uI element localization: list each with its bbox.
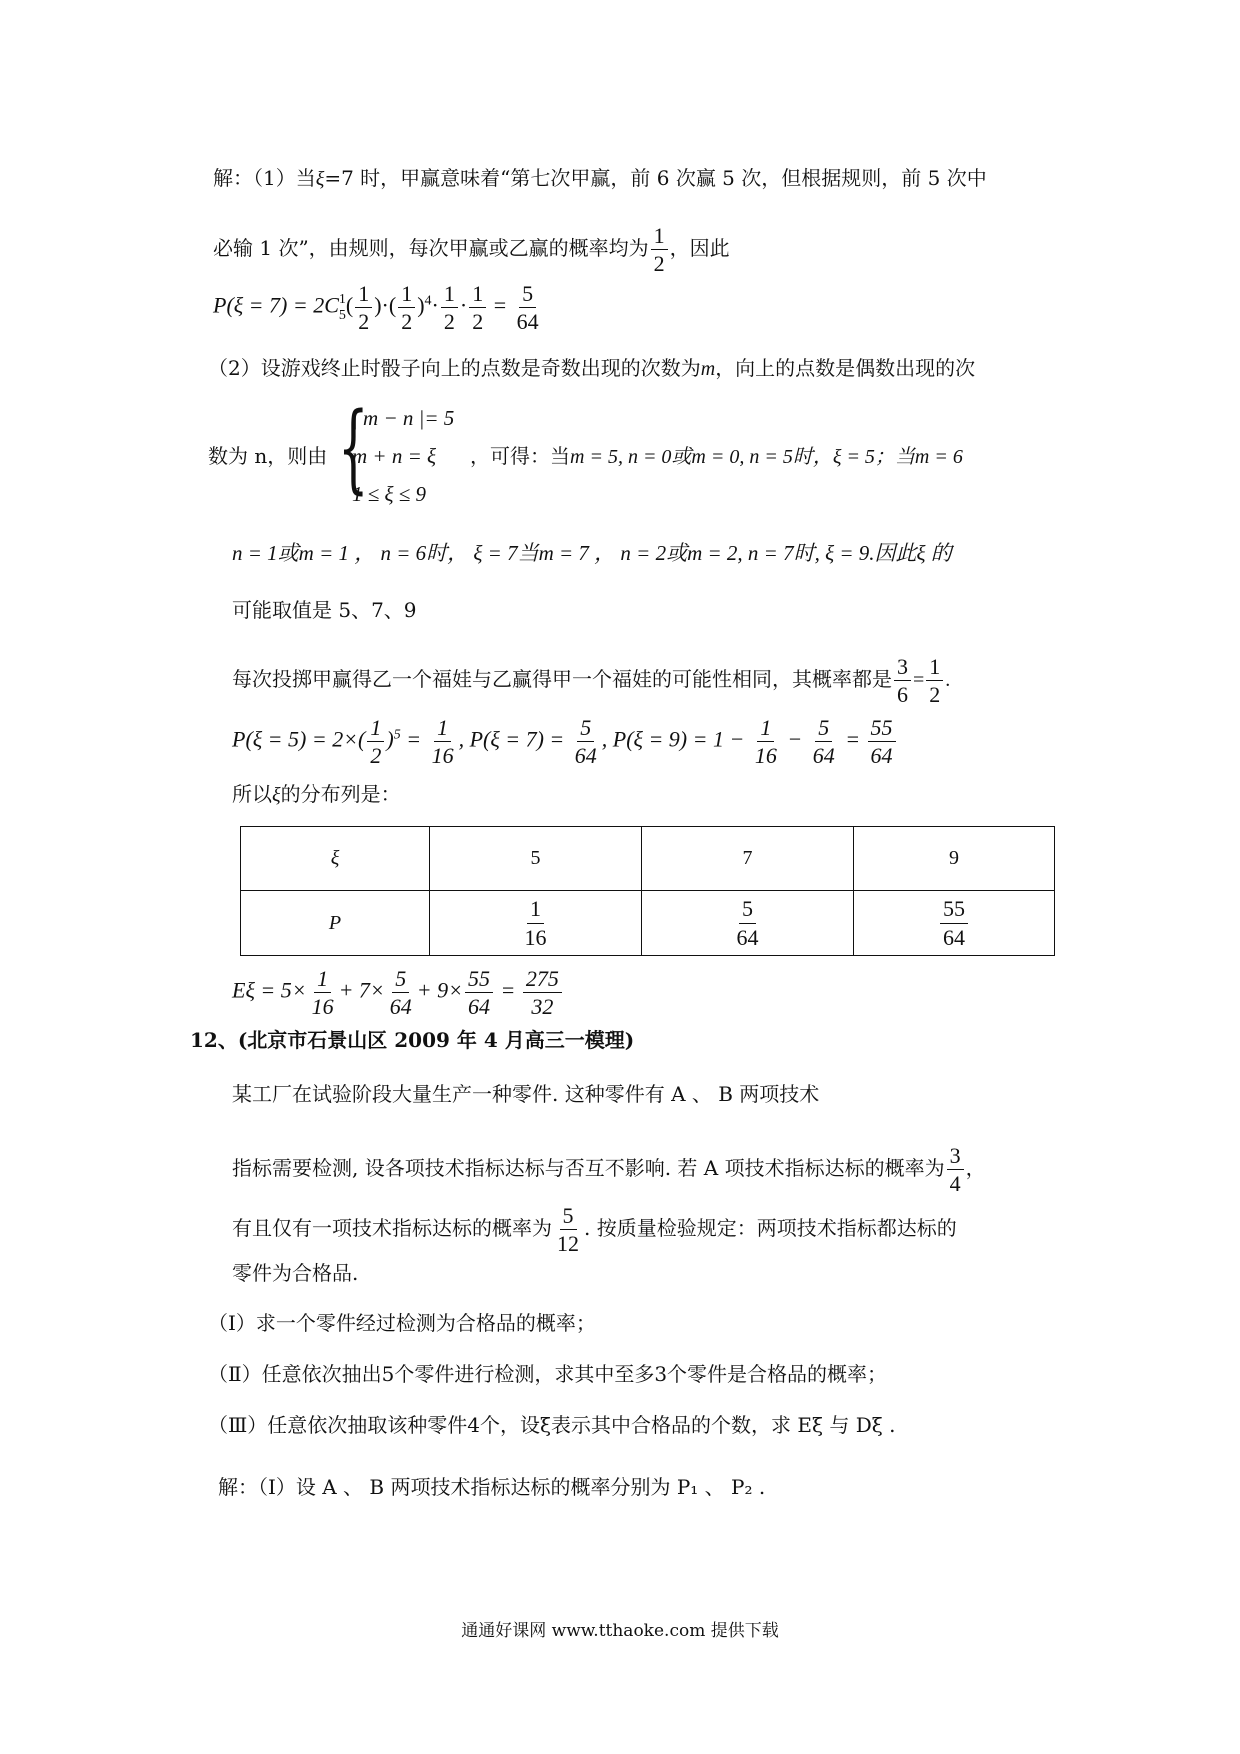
solution-line-1: 解：（1）当ξ=7 时，甲赢意味着“第七次甲赢，前 6 次赢 5 次，但根据规则，前 5 次中 xyxy=(213,166,987,190)
table-row xyxy=(241,891,1055,956)
system-eq-2: m + n = ξ xyxy=(352,444,436,468)
distribution-table xyxy=(240,826,1055,956)
formula-expectation: Eξ = 5× $\frac{1}{16}$ + 7× $\frac{5}{64}$ + 9× $\frac{55}{64}$ = $\frac{275}{32}$ xyxy=(232,967,564,1018)
formula-p-xi-7: P(ξ = 7) = 2C 1 5 ( $\frac{1}{2}$ )·( $\frac{1}{2}$ )$^4$· $\frac{1}{2}$ · $\frac{1}{2}$ = $\frac{5}{64}$ xyxy=(213,281,539,335)
solution-line-cases: n = 1或m = 1 ， n = 6时， ξ = 7当m = 7 ， n = 2或m = 2, n = 7时, ξ = 9.因此ξ 的 xyxy=(232,541,952,565)
question-12-line-2: 指标需要检测, 设各项技术指标达标与否互不影响. 若 A 项技术指标达标的概率为 $\frac{3}{4}$ ， xyxy=(232,1143,986,1197)
table-cell: $\frac{5}{64}$ xyxy=(642,891,854,956)
page-footer: 通通好课网 www.tthaoke.com 提供下载 xyxy=(461,1621,779,1641)
solution-line-part2: （2）设游戏终止时骰子向上的点数是奇数出现的次数为m，向上的点数是偶数出现的次 xyxy=(208,356,976,380)
question-12-line-4: 零件为合格品. xyxy=(232,1261,359,1285)
system-brace: { xyxy=(338,392,369,504)
question-12-part-3: （Ⅲ）任意依次抽取该种零件4个，设ξ表示其中合格品的个数，求 Eξ 与 Dξ . xyxy=(208,1413,896,1437)
table-cell: P xyxy=(241,891,430,956)
solution-line-system-result: ，可得：当m = 5, n = 0或m = 0, n = 5时，ξ = 5；当m = 6 xyxy=(470,444,963,468)
solution-line-probability: 每次投掷甲赢得乙一个福娃与乙赢得甲一个福娃的可能性相同，其概率都是 $\frac{3}{6}$ = $\frac{1}{2}$ . xyxy=(232,654,951,708)
solution-line-system-intro: 数为 n，则由 xyxy=(208,444,328,468)
solution-line-values: 可能取值是 5、7、9 xyxy=(232,598,417,622)
table-cell: 5 xyxy=(430,827,642,891)
table-cell: $\frac{55}{64}$ xyxy=(854,891,1055,956)
solution-line-2: 必输 1 次”，由规则，每次甲赢或乙赢的概率均为 $\frac{1}{2}$ ，因此 xyxy=(213,223,730,277)
question-12-solution: 解：（Ⅰ）设 A 、 B 两项技术指标达标的概率分别为 P₁ 、 P₂ . xyxy=(218,1475,766,1499)
question-12-heading: 12、(北京市石景山区 2009 年 4 月高三一模理) xyxy=(190,1028,635,1052)
question-12-line-1: 某工厂在试验阶段大量生产一种零件. 这种零件有 A 、 B 两项技术 xyxy=(232,1082,820,1106)
distribution-intro: 所以ξ的分布列是： xyxy=(232,782,401,806)
table-cell: ξ xyxy=(241,827,430,891)
system-eq-1: | m − n |= 5 xyxy=(352,406,455,430)
table-cell: 9 xyxy=(854,827,1055,891)
question-12-line-3: 有且仅有一项技术指标达标的概率为 $\frac{5}{12}$ . 按质量检验规定：两项技术指标都达标的 xyxy=(232,1203,957,1257)
table-row xyxy=(241,827,1055,891)
question-12-part-1: （Ⅰ）求一个零件经过检测为合格品的概率； xyxy=(208,1311,596,1335)
system-eq-3: 1 ≤ ξ ≤ 9 xyxy=(352,482,427,506)
table-cell: $\frac{1}{16}$ xyxy=(430,891,642,956)
question-12-part-2: （Ⅱ）任意依次抽出5个零件进行检测，求其中至多3个零件是合格品的概率； xyxy=(208,1362,888,1386)
table-cell: 7 xyxy=(642,827,854,891)
formula-distribution-values: P(ξ = 5) = 2×( $\frac{1}{2}$ )$^5$ = $\frac{1}{16}$ , P(ξ = 7) = $\frac{5}{64}$ , P(ξ = 9) = 1 − $\frac{1}{16}$ − $\frac{5}{64}$ = $\frac{55}{64}$ xyxy=(232,716,898,767)
